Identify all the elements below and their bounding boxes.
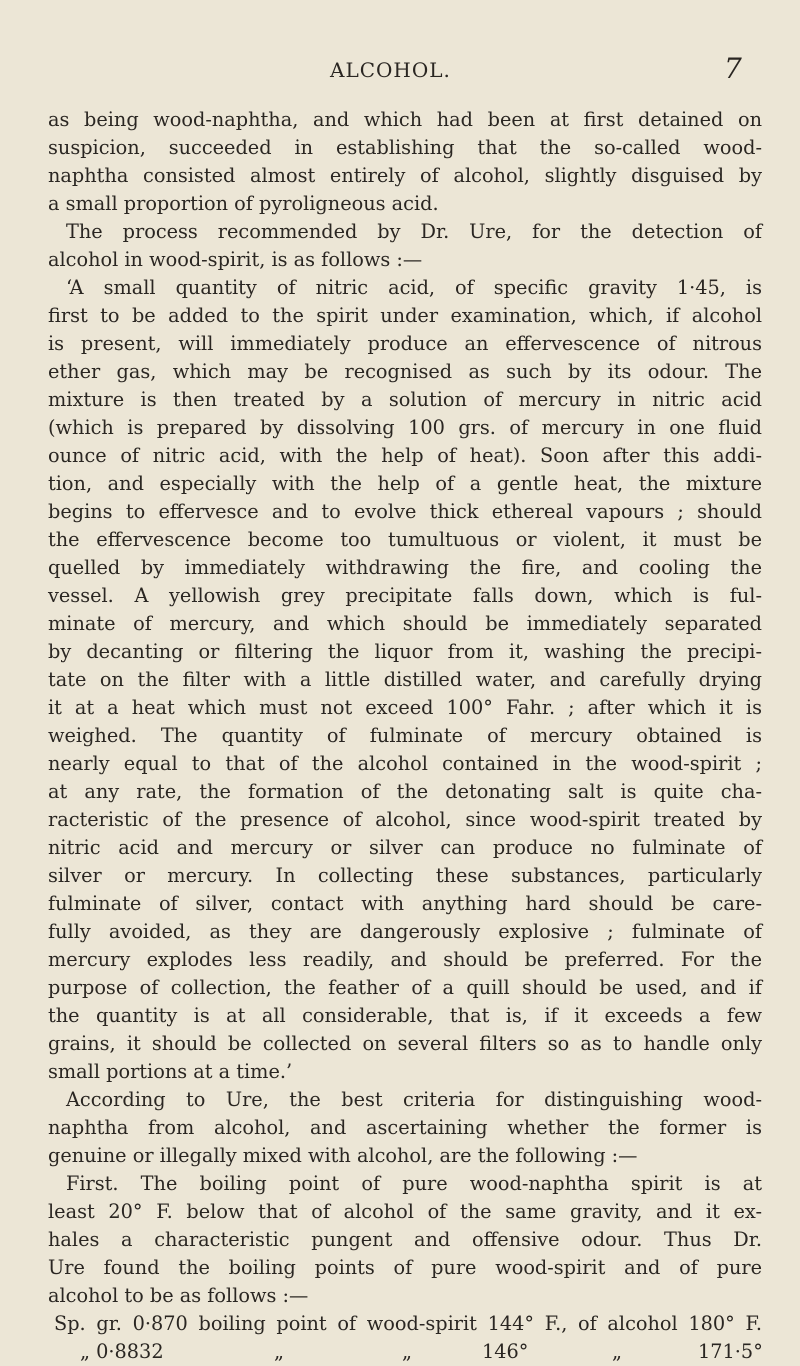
text-line: tate on the filter with a little distilled water, and carefully drying xyxy=(48,668,762,691)
text-line: begins to effervesce and to evolve thick ethereal vapours ; should xyxy=(48,500,762,523)
text-line: suspicion, succeeded in establishing that the so-called wood- xyxy=(48,136,762,159)
text-line: grains, it should be collected on several filters so as to handle only xyxy=(48,1032,762,1055)
text-line: racteristic of the presence of alcohol, since wood-spirit treated by xyxy=(48,808,762,831)
text-line: weighed. The quantity of fulminate of mercury obtained is xyxy=(48,724,762,747)
text-line: alcohol in wood-spirit, is as follows :— xyxy=(48,248,423,271)
text-line: First. The boiling point of pure wood-naphtha spirit is at xyxy=(66,1172,762,1195)
text-line: According to Ure, the best criteria for distinguishing wood- xyxy=(66,1088,762,1111)
text-line: alcohol to be as follows :— xyxy=(48,1284,309,1307)
text-line: fulminate of silver, contact with anything hard should be care- xyxy=(48,892,762,915)
text-line: ether gas, which may be recognised as such by its odour. The xyxy=(48,360,762,383)
text-line: naphtha consisted almost entirely of alcohol, slightly disguised by xyxy=(48,164,762,187)
text-line: hales a characteristic pungent and offensive odour. Thus Dr. xyxy=(48,1228,762,1251)
text-line: quelled by immediately withdrawing the fire, and cooling the xyxy=(48,556,762,579)
text-line: silver or mercury. In collecting these substances, particularly xyxy=(48,864,762,887)
text-line: Ure found the boiling points of pure wood-spirit and of pure xyxy=(48,1256,762,1279)
page-number: 7 xyxy=(724,52,742,85)
gravity-value: „ 0·8832 xyxy=(80,1340,164,1363)
text-line: mixture is then treated by a solution of mercury in nitric acid xyxy=(48,388,762,411)
page-header xyxy=(0,52,800,92)
text-line: the effervescence become too tumultuous or violent, it must be xyxy=(48,528,762,551)
text-line: small portions at a time.’ xyxy=(48,1060,293,1083)
text-line: nearly equal to that of the alcohol contained in the wood-spirit ; xyxy=(48,752,762,775)
boiling-point-row xyxy=(48,1338,762,1366)
text-line: by decanting or filtering the liquor from it, washing the precipi- xyxy=(48,640,762,663)
text-line: least 20° F. below that of alcohol of the same gravity, and it ex- xyxy=(48,1200,762,1223)
text-line: Sp. gr. 0·870 boiling point of wood-spirit 144° F., of alcohol 180° F. xyxy=(54,1312,762,1335)
text-line: The process recommended by Dr. Ure, for the detection of xyxy=(66,220,762,243)
text-line: at any rate, the formation of the detonating salt is quite cha- xyxy=(48,780,762,803)
text-line: the quantity is at all considerable, that is, if it exceeds a few xyxy=(48,1004,762,1027)
text-line: naphtha from alcohol, and ascertaining whether the former is xyxy=(48,1116,762,1139)
text-line: it at a heat which must not exceed 100° Fahr. ; after which it is xyxy=(48,696,762,719)
text-line: genuine or illegally mixed with alcohol, are the following :— xyxy=(48,1144,638,1167)
ditto-mark: „ xyxy=(274,1340,284,1363)
text-line: as being wood-naphtha, and which had been at first detained on xyxy=(48,108,762,131)
text-line: minate of mercury, and which should be immediately separated xyxy=(48,612,762,635)
text-line: first to be added to the spirit under examination, which, if alcohol xyxy=(48,304,762,327)
text-line: mercury explodes less readily, and should be preferred. For the xyxy=(48,948,762,971)
ditto-mark: „ xyxy=(402,1340,412,1363)
text-line: (which is prepared by dissolving 100 grs. of mercury in one fluid xyxy=(48,416,762,439)
text-line: a small proportion of pyroligneous acid. xyxy=(48,192,439,215)
text-line: is present, will immediately produce an effervescence of nitrous xyxy=(48,332,762,355)
text-line: purpose of collection, the feather of a quill should be used, and if xyxy=(48,976,762,999)
text-line: fully avoided, as they are dangerously explosive ; fulminate of xyxy=(48,920,762,943)
text-line: tion, and especially with the help of a gentle heat, the mixture xyxy=(48,472,762,495)
ditto-mark: „ xyxy=(612,1340,622,1363)
text-line: ‘A small quantity of nitric acid, of specific gravity 1·45, is xyxy=(66,276,762,299)
text-line: vessel. A yellowish grey precipitate falls down, which is ful- xyxy=(48,584,762,607)
wood-spirit-boiling-point: 146° xyxy=(482,1340,529,1363)
running-head: ALCOHOL. xyxy=(330,58,451,82)
body-text xyxy=(48,106,762,1366)
alcohol-boiling-point: 171·5° xyxy=(698,1340,763,1363)
text-line: nitric acid and mercury or silver can produce no fulminate of xyxy=(48,836,762,859)
text-line: ounce of nitric acid, with the help of heat). Soon after this addi- xyxy=(48,444,762,467)
